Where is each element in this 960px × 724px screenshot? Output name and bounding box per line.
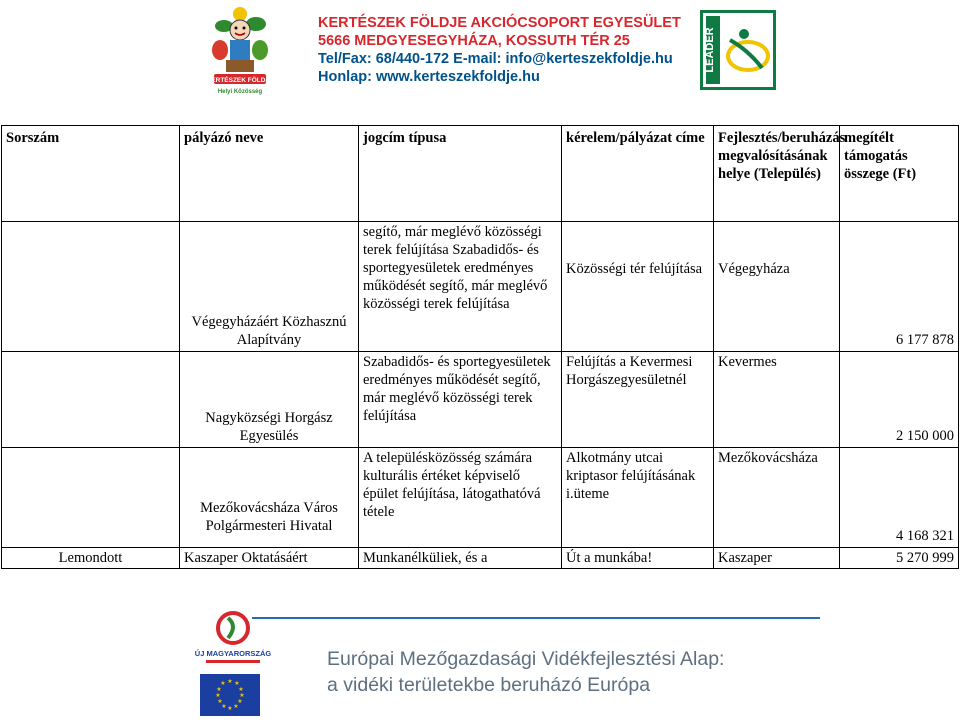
svg-text:★: ★ xyxy=(239,692,245,699)
cell-palyazo: Mezőkovácsháza Város Polgármesteri Hivatal xyxy=(180,448,359,548)
left-logo-text: KERTÉSZEK FÖLDJE xyxy=(206,77,274,84)
svg-text:★: ★ xyxy=(233,703,239,710)
svg-text:★: ★ xyxy=(217,698,223,705)
organization-info xyxy=(318,14,698,86)
header-kerelem: kérelem/pályázat címe xyxy=(562,126,714,222)
cell-kerelem: Felújítás a Kevermesi Horgászegyesületnél xyxy=(562,352,714,448)
svg-text:★: ★ xyxy=(238,686,244,693)
cell-palyazo: Kaszaper Oktatásáért xyxy=(180,548,359,569)
header-osszeg: megítélt támogatás összege (Ft) xyxy=(840,126,959,222)
cell-palyazo: Végegyházáért Közhasznú Alapítvány xyxy=(180,222,359,352)
leader-logo-text: LEADER xyxy=(704,27,716,73)
cell-helye: Kaszaper xyxy=(714,548,840,569)
org-website[interactable]: Honlap: www.kerteszekfoldje.hu xyxy=(318,69,540,85)
cell-sorszam xyxy=(2,222,180,352)
org-address: 5666 MEDGYESEGYHÁZA, KOSSUTH TÉR 25 xyxy=(318,33,630,49)
cell-helye: Mezőkovácsháza xyxy=(714,448,840,548)
cell-palyazo: Nagyközségi Horgász Egyesülés xyxy=(180,352,359,448)
cell-kerelem: Közösségi tér felújítása xyxy=(562,222,714,352)
org-name: KERTÉSZEK FÖLDJE AKCIÓCSOPORT EGYESÜLET xyxy=(318,15,681,31)
svg-text:★: ★ xyxy=(216,686,222,693)
hu-logo-text: ÚJ MAGYARORSZÁG xyxy=(194,649,272,658)
table-row xyxy=(2,352,959,448)
cell-helye: Végegyháza xyxy=(714,222,840,352)
uj-magyarorszag-logo xyxy=(192,606,274,668)
header-sorszam: Sorszám xyxy=(2,126,180,222)
cell-kerelem: Út a munkába! xyxy=(562,548,714,569)
cell-jogcim: A településközösség számára kulturális értéket képviselő épület felújítása, látogathatóvá tétele xyxy=(359,448,562,548)
svg-text:★: ★ xyxy=(237,698,243,705)
svg-text:★: ★ xyxy=(227,678,233,685)
footer-line1: Európai Mezőgazdasági Vidékfejlesztési Alap: xyxy=(327,648,725,670)
table-row xyxy=(2,548,959,569)
org-contact[interactable]: Tel/Fax: 68/440-172 E-mail: info@kerteszekfoldje.hu xyxy=(318,51,673,67)
footer-line2: a vidéki területekbe beruházó Európa xyxy=(327,674,651,696)
table-row xyxy=(2,448,959,548)
cell-jogcim: Szabadidős- és sportegyesületek eredményes működését segítő, már meglévő közösségi terek felújítása xyxy=(359,352,562,448)
cell-jogcim: Munkanélküliek, és a xyxy=(359,548,562,569)
header-helye: Fejlesztés/beruházás megvalósításának helye (Település) xyxy=(714,126,840,222)
cell-sorszam: Lemondott xyxy=(2,548,180,569)
cell-sorszam xyxy=(2,352,180,448)
cell-osszeg: 2 150 000 xyxy=(840,352,959,448)
header-jogcim: jogcím típusa xyxy=(359,126,562,222)
kerteszek-foldje-logo xyxy=(204,4,276,96)
cell-osszeg: 5 270 999 xyxy=(840,548,959,569)
svg-text:★: ★ xyxy=(234,680,240,687)
svg-text:★: ★ xyxy=(221,703,227,710)
cell-osszeg: 6 177 878 xyxy=(840,222,959,352)
cell-sorszam xyxy=(2,448,180,548)
svg-text:★: ★ xyxy=(227,705,233,712)
leader-logo xyxy=(700,10,776,90)
footer-divider xyxy=(252,617,820,619)
header-palyazo: pályázó neve xyxy=(180,126,359,222)
cell-kerelem: Alkotmány utcai kriptasor felújításának i.üteme xyxy=(562,448,714,548)
left-logo-subtext: Helyi Közösség xyxy=(217,89,263,95)
table-row xyxy=(2,222,959,352)
table-header-row xyxy=(2,126,959,222)
eu-flag-icon xyxy=(200,674,260,716)
svg-text:★: ★ xyxy=(220,680,226,687)
svg-text:★: ★ xyxy=(215,692,221,699)
grant-table xyxy=(1,125,959,569)
cell-osszeg: 4 168 321 xyxy=(840,448,959,548)
cell-helye: Kevermes xyxy=(714,352,840,448)
footer-eafrd-text xyxy=(327,646,724,698)
cell-jogcim: segítő, már meglévő közösségi terek felújítása Szabadidős- és sportegyesületek eredményes működését segítő, már meglévő közösségi terek felújítása xyxy=(359,222,562,352)
